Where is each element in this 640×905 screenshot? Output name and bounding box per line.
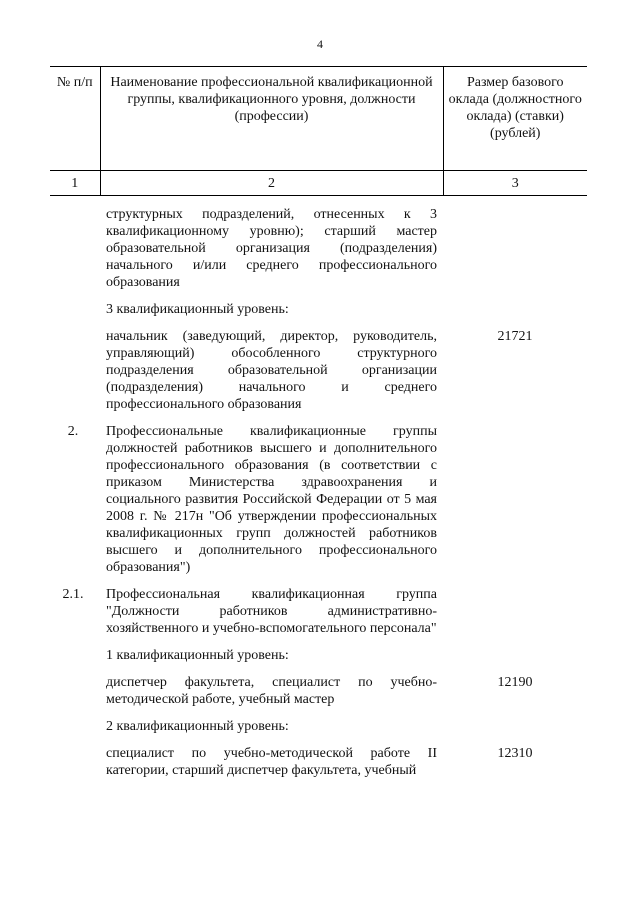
table-header-row [50,67,587,171]
row-text: 2 квалификационный уровень: [106,719,289,734]
row-value [443,413,587,576]
row-description [100,637,443,664]
table-row [50,664,587,708]
row-value [443,637,587,664]
column-number-1: 1 [50,171,100,196]
row-value [443,291,587,318]
row-text: Профессиональные квалификационные группы должностей работников высшего и дополнительного профессионального образования (в соответствии с приказом Министерства здравоохранения и социального развития Российской Федерации от 5 мая 2008 г. № 217н "Об утверждении профессиональных квалификационных групп должностей работников высшего и дополнительного профессионального образования") [106,424,437,575]
table-row [50,576,587,637]
row-description [100,735,443,779]
row-text: структурных подразделений, отнесенных к 3 квалификационному уровню); старший мастер образовательной организация (подразделения) начального и/или среднего профессионального образования [106,207,437,290]
row-description [100,708,443,735]
row-value [443,708,587,735]
row-text: диспетчер факультета, специалист по учебно-методической работе, учебный мастер [106,675,437,707]
row-number [50,196,100,292]
row-description [100,318,443,413]
row-text: 3 квалификационный уровень: [106,302,289,317]
row-value: 12190 [497,675,533,690]
column-number-row [50,171,587,196]
column-number-3: 3 [443,171,587,196]
table-row [50,196,587,292]
row-number [50,708,100,735]
row-value: 21721 [497,329,533,344]
header-name: Наименование профессиональной квалификационной группы, квалификационного уровня, должности (профессии) [100,67,443,171]
column-number-2: 2 [100,171,443,196]
table-row [50,708,587,735]
row-text: начальник (заведующий, директор, руководитель, управляющий) обособленного структурного подразделения образовательной организации (подразделения) начального и среднего профессионального образования [106,329,437,412]
row-description [100,664,443,708]
salary-table [50,66,587,779]
table-row [50,637,587,664]
row-number [50,735,100,779]
row-number [50,318,100,413]
row-description [100,413,443,576]
table-row [50,735,587,779]
row-number [50,291,100,318]
row-text: Профессиональная квалификационная группа "Должности работников административно-хозяйственного и учебно-вспомогательного персонала" [106,587,437,636]
page-number: 4 [317,37,323,51]
row-text: 1 квалификационный уровень: [106,648,289,663]
row-number: 2. [67,424,79,439]
row-description [100,576,443,637]
row-description [100,196,443,292]
table-row [50,413,587,576]
header-num: № п/п [50,67,100,171]
table-row [50,291,587,318]
row-value [443,576,587,637]
row-value [443,196,587,292]
row-description [100,291,443,318]
row-value: 12310 [497,746,533,761]
row-text: специалист по учебно-методической работе II категории, старший диспетчер факультета, учебный [106,746,437,778]
table-row [50,318,587,413]
row-number [50,637,100,664]
row-number: 2.1. [62,587,84,602]
row-number [50,664,100,708]
header-salary: Размер базового оклада (должностного оклада) (ставки) (рублей) [443,67,587,171]
